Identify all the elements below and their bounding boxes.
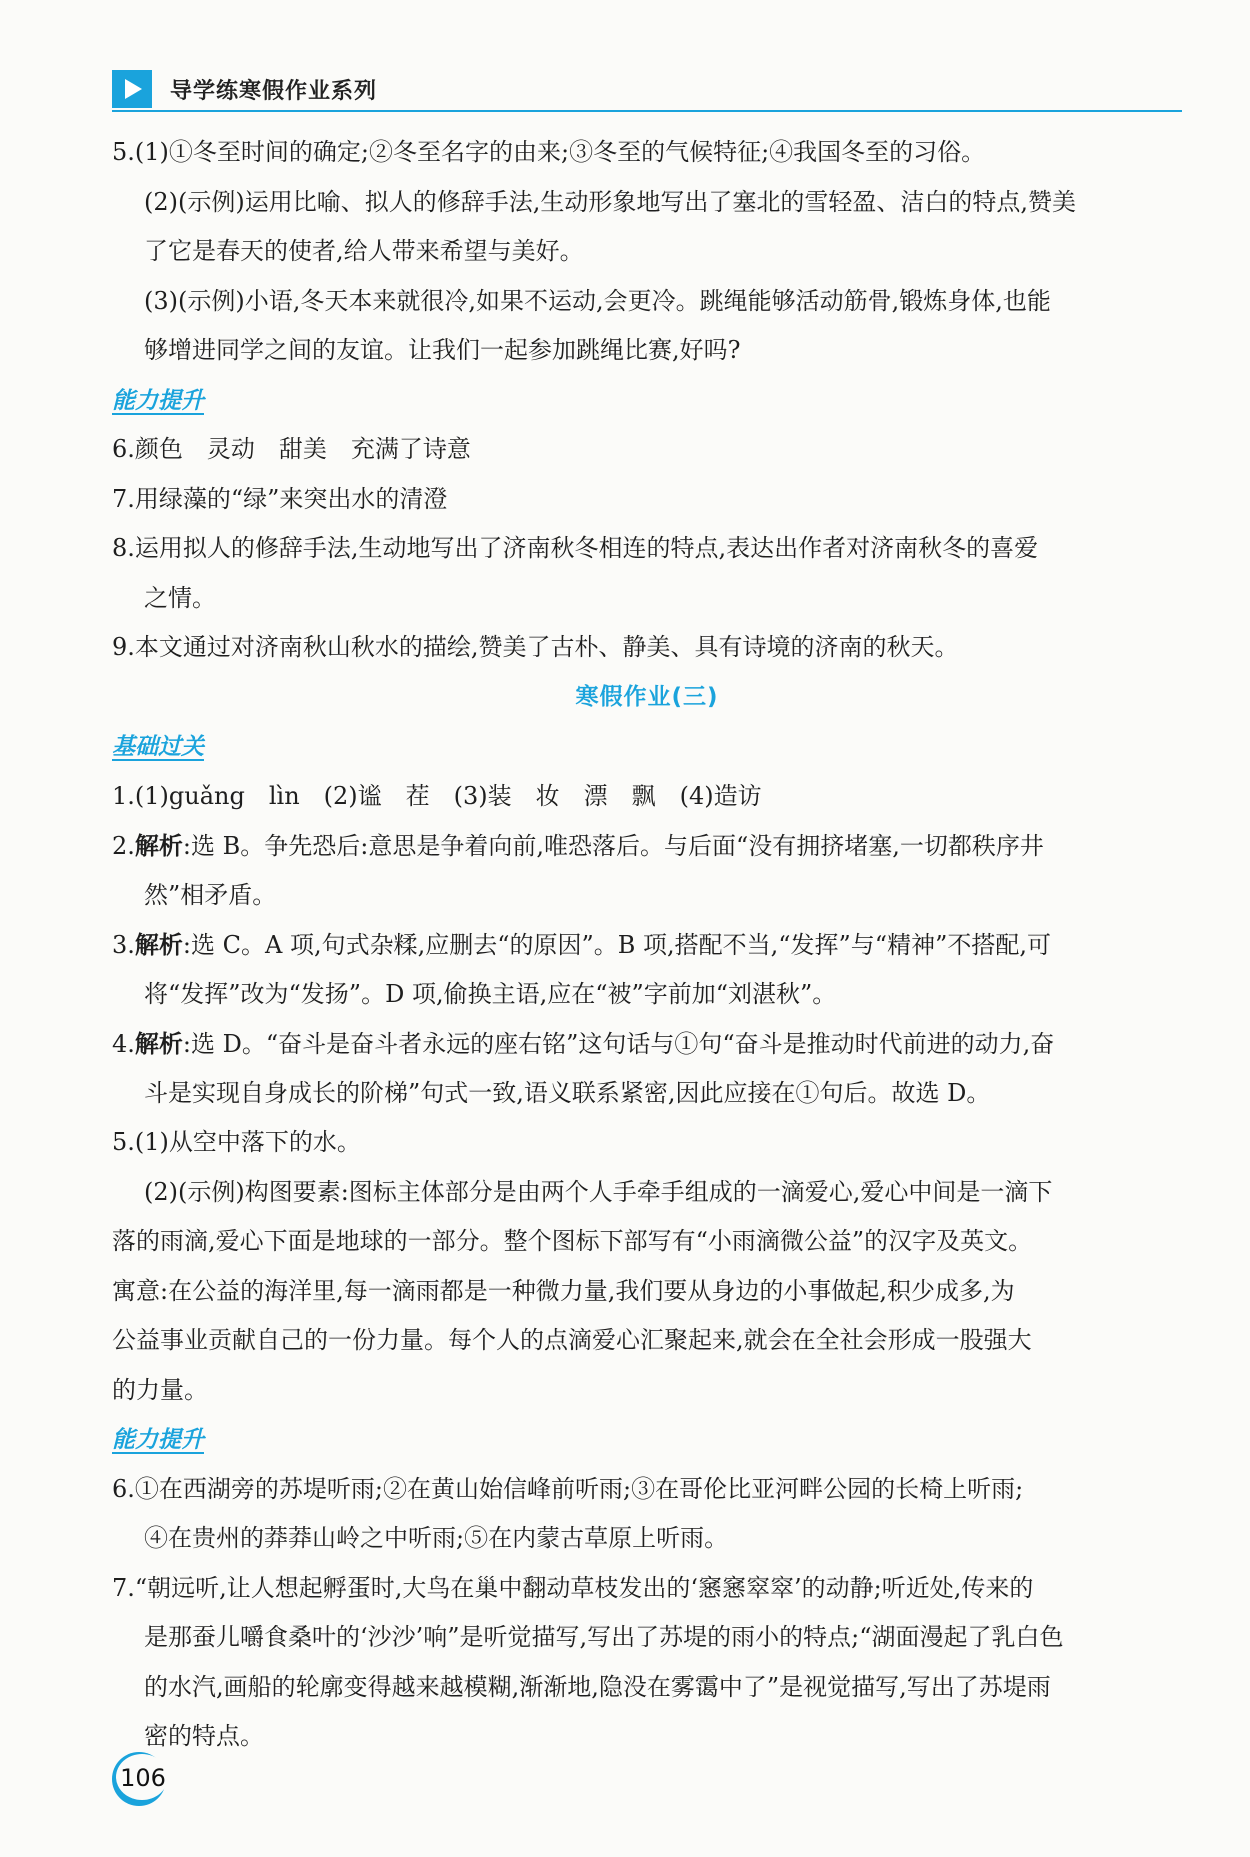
answer-line: 9.本文通过对济南秋山秋水的描绘,赞美了古朴、静美、具有诗境的济南的秋天。 xyxy=(112,633,959,661)
answer-line: 落的雨滴,爱心下面是地球的一部分。整个图标下部写有“小雨滴微公益”的汉字及英文。 xyxy=(112,1227,1033,1255)
answer-line: 寓意:在公益的海洋里,每一滴雨都是一种微力量,我们要从身边的小事做起,积少成多,为 xyxy=(112,1276,1015,1305)
answer-line: 4.解析:选 D。“奋斗是奋斗者永远的座右铭”这句话与①句“奋斗是推动时代前进的动力,奋 xyxy=(112,1029,1055,1058)
answer-line: 之情。 xyxy=(144,583,216,612)
section-basic-label: 基础过关 xyxy=(112,734,204,760)
answer-line: 然”相矛盾。 xyxy=(144,880,277,909)
answer-line: ④在贵州的莽莽山岭之中听雨;⑤在内蒙古草原上听雨。 xyxy=(144,1524,729,1552)
answer-line: 6.颜色 灵动 甜美 充满了诗意 xyxy=(112,435,471,463)
answer-line: 密的特点。 xyxy=(144,1722,264,1750)
page-header xyxy=(112,68,1182,112)
answer-line: 1.(1)guǎng lìn (2)谧 茬 (3)装 妆 漂 飘 (4)造访 xyxy=(112,781,762,810)
section-ability-label: 能力提升 xyxy=(112,1427,204,1453)
answer-line: 8.运用拟人的修辞手法,生动地写出了济南秋冬相连的特点,表达出作者对济南秋冬的喜爱 xyxy=(112,534,1039,562)
answer-line: (2)(示例)构图要素:图标主体部分是由两个人手牵手组成的一滴爱心,爱心中间是一滴下 xyxy=(144,1177,1053,1206)
answer-content xyxy=(112,128,1182,1762)
answer-line: 将“发挥”改为“发扬”。D 项,偷换主语,应在“被”字前加“刘湛秋”。 xyxy=(144,979,837,1008)
answer-line: 斗是实现自身成长的阶梯”句式一致,语义联系紧密,因此应接在①句后。故选 D。 xyxy=(144,1078,991,1107)
page-number: 106 xyxy=(120,1764,166,1792)
section-ability-label: 能力提升 xyxy=(112,387,204,414)
answer-line: 5.(1)从空中落下的水。 xyxy=(112,1128,361,1156)
answer-line: 公益事业贡献自己的一份力量。每个人的点滴爱心汇聚起来,就会在全社会形成一股强大 xyxy=(112,1326,1032,1354)
series-title: 导学练寒假作业系列 xyxy=(170,79,378,104)
answer-line: 了它是春天的使者,给人带来希望与美好。 xyxy=(144,237,584,265)
answer-line: 3.解析:选 C。A 项,句式杂糅,应删去“的原因”。B 项,搭配不当,“发挥”与“精神”不搭配,可 xyxy=(112,930,1051,959)
page-number-badge xyxy=(112,1752,170,1806)
answer-line: 的水汽,画船的轮廓变得越来越模糊,渐渐地,隐没在雾霭中了”是视觉描写,写出了苏堤雨 xyxy=(144,1672,1051,1701)
answer-line: 2.解析:选 B。争先恐后:意思是争着向前,唯恐落后。与后面“没有拥挤堵塞,一切都秩序井 xyxy=(112,831,1044,860)
answer-line: (2)(示例)运用比喻、拟人的修辞手法,生动形象地写出了塞北的雪轻盈、洁白的特点,赞美 xyxy=(144,187,1076,216)
header-divider xyxy=(112,110,1182,112)
answer-line: 的力量。 xyxy=(112,1375,208,1404)
answer-line: 6.①在西湖旁的苏堤听雨;②在黄山始信峰前听雨;③在哥伦比亚河畔公园的长椅上听雨; xyxy=(112,1474,1024,1503)
answer-line: 够增进同学之间的友谊。让我们一起参加跳绳比赛,好吗? xyxy=(144,336,741,364)
answer-line: 5.(1)①冬至时间的确定;②冬至名字的由来;③冬至的气候特征;④我国冬至的习俗。 xyxy=(112,138,986,166)
answer-line: 7.用绿藻的“绿”来突出水的清澄 xyxy=(112,484,448,513)
play-arrow-icon xyxy=(112,70,152,108)
answer-line: 是那蚕儿嚼食桑叶的‘沙沙’响”是听觉描写,写出了苏堤的雨小的特点;“湖面漫起了乳白色 xyxy=(144,1623,1064,1651)
section-title-homework-3: 寒假作业(三) xyxy=(575,683,719,710)
answer-line: (3)(示例)小语,冬天本来就很冷,如果不运动,会更冷。跳绳能够活动筋骨,锻炼身体,也能 xyxy=(144,286,1051,315)
answer-line: 7.“朝远听,让人想起孵蛋时,大鸟在巢中翻动草枝发出的‘窸窸窣窣’的动静;听近处,传来的 xyxy=(112,1573,1034,1602)
